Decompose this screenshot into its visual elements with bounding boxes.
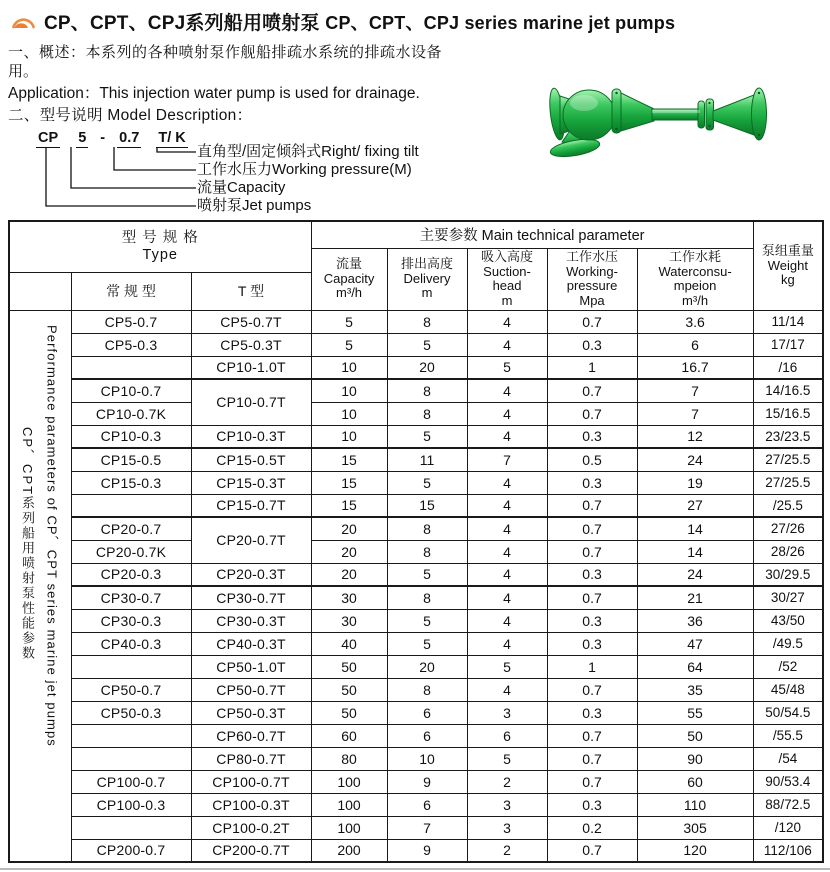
cell-value: 50 [311, 678, 387, 701]
cell-value: 64 [637, 655, 753, 678]
cell-model-t: CP60-0.7T [191, 724, 311, 747]
cell-value: 110 [637, 793, 753, 816]
table-row [9, 586, 823, 609]
cell-weight: /120 [753, 816, 823, 839]
cell-value: 0.3 [547, 609, 637, 632]
pump-photo [548, 84, 774, 162]
cell-value: 0.3 [547, 701, 637, 724]
cell-value: 90 [637, 747, 753, 770]
table-row [9, 816, 823, 839]
table-row [9, 655, 823, 678]
table-row [9, 632, 823, 655]
table-row [9, 310, 823, 333]
model-description-heading: 二、型号说明 Model Description： [8, 107, 253, 124]
cell-value: 50 [637, 724, 753, 747]
cell-value: 8 [387, 402, 467, 425]
cell-model-t: CP50-1.0T [191, 655, 311, 678]
cell-value: 0.2 [547, 816, 637, 839]
cell-value: 0.7 [547, 586, 637, 609]
cell-value: 20 [387, 655, 467, 678]
header-param-col: 工作水压 Working- pressure Mpa [547, 248, 637, 310]
cell-value: 2 [467, 839, 547, 862]
cell-model-t: CP50-0.7T [191, 678, 311, 701]
cell-model-regular: CP30-0.3 [71, 609, 191, 632]
cell-value: 200 [311, 839, 387, 862]
cell-weight: 45/48 [753, 678, 823, 701]
cell-value: 5 [387, 609, 467, 632]
cell-value: 16.7 [637, 356, 753, 379]
cell-value: 4 [467, 494, 547, 517]
cell-model-regular: CP100-0.3 [71, 793, 191, 816]
header-regular-type: 常 规 型 [71, 272, 191, 310]
cell-value: 24 [637, 563, 753, 586]
cell-value: 100 [311, 816, 387, 839]
cell-weight: 43/50 [753, 609, 823, 632]
cell-value: 8 [387, 310, 467, 333]
page-title-en: CP、CPT、CPJ series marine jet pumps [325, 13, 676, 33]
table-row [9, 609, 823, 632]
table-row [9, 563, 823, 586]
cell-value: 0.7 [547, 770, 637, 793]
cell-value: 120 [637, 839, 753, 862]
cell-weight: 14/16.5 [753, 379, 823, 402]
side-label-zh: CP、CPT系列船用喷射泵性能参数 [20, 426, 35, 661]
cell-value: 27 [637, 494, 753, 517]
table-row [9, 333, 823, 356]
cell-model-regular: CP50-0.3 [71, 701, 191, 724]
cell-value: 6 [387, 793, 467, 816]
pump-table-body [9, 310, 823, 862]
cell-value: 14 [637, 540, 753, 563]
cell-model-regular: CP5-0.3 [71, 333, 191, 356]
code-part-type: T/ K [158, 130, 186, 146]
cell-value: 3 [467, 793, 547, 816]
cell-value: 8 [387, 517, 467, 540]
cell-value: 60 [637, 770, 753, 793]
cell-value: 2 [467, 770, 547, 793]
cell-value: 15 [387, 494, 467, 517]
cell-value: 6 [387, 701, 467, 724]
cell-model-t: CP30-0.7T [191, 586, 311, 609]
header-param-col: 吸入高度 Suction- head m [467, 248, 547, 310]
cell-value: 9 [387, 770, 467, 793]
cell-value: 36 [637, 609, 753, 632]
label-capacity: 流量Capacity [197, 179, 286, 196]
cell-value: 305 [637, 816, 753, 839]
table-row [9, 701, 823, 724]
cell-value: 4 [467, 586, 547, 609]
cell-model-regular: CP15-0.3 [71, 471, 191, 494]
cell-model-t: CP100-0.2T [191, 816, 311, 839]
cell-model-regular: CP20-0.7K [71, 540, 191, 563]
cell-model-regular [71, 655, 191, 678]
cell-value: 5 [387, 425, 467, 448]
cell-value: 3 [467, 816, 547, 839]
header-weight: 泵组重量 Weight kg [753, 221, 823, 310]
cell-value: 10 [311, 379, 387, 402]
cell-model-t: CP100-0.7T [191, 770, 311, 793]
table-row [9, 425, 823, 448]
table-row [9, 517, 823, 540]
cell-weight: 50/54.5 [753, 701, 823, 724]
cell-model-regular: CP30-0.7 [71, 586, 191, 609]
cell-value: 5 [311, 310, 387, 333]
cell-value: 0.7 [547, 747, 637, 770]
header-t-type: T 型 [191, 272, 311, 310]
cell-value: 1 [547, 655, 637, 678]
cell-value: 5 [467, 747, 547, 770]
cell-model-t: CP30-0.3T [191, 609, 311, 632]
header-param-col: 排出高度 Delivery m [387, 248, 467, 310]
cell-weight: /52 [753, 655, 823, 678]
cell-model-regular [71, 724, 191, 747]
cell-value: 50 [311, 655, 387, 678]
header-side-spacer [9, 272, 71, 310]
cell-model-t: CP10-1.0T [191, 356, 311, 379]
cell-value: 11 [387, 448, 467, 471]
cell-value: 80 [311, 747, 387, 770]
table-row [9, 448, 823, 471]
page-title [44, 8, 675, 35]
page-title-zh: CP、CPT、CPJ系列船用喷射泵 [44, 13, 320, 34]
cell-model-t: CP80-0.7T [191, 747, 311, 770]
cell-model-t: CP15-0.3T [191, 471, 311, 494]
cell-value: 100 [311, 793, 387, 816]
overview-line-2: 用。 [8, 63, 39, 80]
table-row [9, 402, 823, 425]
cell-value: 4 [467, 310, 547, 333]
cell-value: 15 [311, 448, 387, 471]
table-row [9, 793, 823, 816]
table-row [9, 724, 823, 747]
cell-model-regular: CP20-0.7 [71, 517, 191, 540]
cell-model-regular [71, 494, 191, 517]
cell-weight: 30/27 [753, 586, 823, 609]
cell-value: 0.3 [547, 333, 637, 356]
cell-value: 24 [637, 448, 753, 471]
cell-value: 40 [311, 632, 387, 655]
cell-model-regular: CP50-0.7 [71, 678, 191, 701]
cell-value: 8 [387, 678, 467, 701]
cell-value: 15 [311, 471, 387, 494]
label-right-fixing-tilt: 直角型/固定倾斜式Right/ fixing tilt [197, 143, 419, 160]
cell-value: 5 [311, 333, 387, 356]
overview-line-1: 一、概述：本系列的各种喷射泵作舰船排疏水系统的排疏水设备 [8, 44, 443, 61]
cell-value: 4 [467, 517, 547, 540]
cell-value: 10 [311, 402, 387, 425]
page-bottom-rule [0, 868, 830, 870]
cell-value: 10 [311, 356, 387, 379]
cell-value: 0.7 [547, 379, 637, 402]
cell-value: 60 [311, 724, 387, 747]
cell-value: 14 [637, 517, 753, 540]
cell-value: 4 [467, 678, 547, 701]
cell-model-t: CP5-0.7T [191, 310, 311, 333]
cell-value: 5 [467, 356, 547, 379]
cell-value: 5 [387, 333, 467, 356]
code-part-capacity: 5 [78, 130, 87, 146]
cell-value: 21 [637, 586, 753, 609]
cell-model-regular: CP10-0.7K [71, 402, 191, 425]
cell-model-regular: CP10-0.7 [71, 379, 191, 402]
cell-value: 30 [311, 609, 387, 632]
cell-value: 19 [637, 471, 753, 494]
cell-weight: /16 [753, 356, 823, 379]
cell-value: 50 [311, 701, 387, 724]
cell-model-t: CP5-0.3T [191, 333, 311, 356]
cell-weight: 17/17 [753, 333, 823, 356]
header-row-top [9, 221, 823, 248]
cell-model-regular: CP20-0.3 [71, 563, 191, 586]
cell-value: 0.7 [547, 839, 637, 862]
table-row [9, 494, 823, 517]
cell-weight: 88/72.5 [753, 793, 823, 816]
cell-value: 8 [387, 586, 467, 609]
cell-value: 0.7 [547, 678, 637, 701]
cell-value: 6 [387, 724, 467, 747]
label-working-pressure: 工作水压力Working pressure(M) [197, 161, 412, 178]
cell-value: 6 [467, 724, 547, 747]
cell-model-regular: CP10-0.3 [71, 425, 191, 448]
cell-weight: /55.5 [753, 724, 823, 747]
cell-model-regular [71, 356, 191, 379]
header-param-col: 工作水耗 Waterconsu- mpeion m³/h [637, 248, 753, 310]
cell-value: 7 [467, 448, 547, 471]
table-row [9, 747, 823, 770]
cell-weight: 28/26 [753, 540, 823, 563]
model-code [0, 130, 188, 148]
cell-value: 4 [467, 540, 547, 563]
cell-value: 20 [311, 517, 387, 540]
cell-model-regular: CP100-0.7 [71, 770, 191, 793]
cell-value: 0.3 [547, 563, 637, 586]
cell-value: 0.3 [547, 471, 637, 494]
cell-model-t: CP200-0.7T [191, 839, 311, 862]
cell-value: 0.7 [547, 517, 637, 540]
code-part-pressure: 0.7 [119, 130, 140, 146]
cell-model-regular [71, 747, 191, 770]
cell-weight: 27/25.5 [753, 448, 823, 471]
cell-value: 4 [467, 333, 547, 356]
cell-value: 100 [311, 770, 387, 793]
cell-model-regular: CP40-0.3 [71, 632, 191, 655]
cell-model-t: CP10-0.7T [191, 379, 311, 425]
cell-value: 0.7 [547, 402, 637, 425]
cell-weight: 27/25.5 [753, 471, 823, 494]
header-main-parameter: 主要参数 Main technical parameter [311, 221, 753, 248]
cell-value: 4 [467, 632, 547, 655]
cell-value: 0.7 [547, 540, 637, 563]
cell-value: 8 [387, 379, 467, 402]
table-row [9, 770, 823, 793]
cell-value: 7 [637, 402, 753, 425]
pump-spec-table [8, 220, 824, 863]
cell-model-t: CP20-0.7T [191, 517, 311, 563]
cell-model-t: CP20-0.3T [191, 563, 311, 586]
cell-value: 6 [637, 333, 753, 356]
cell-weight: /54 [753, 747, 823, 770]
table-row [9, 678, 823, 701]
cell-value: 47 [637, 632, 753, 655]
cell-value: 4 [467, 379, 547, 402]
cell-value: 20 [311, 563, 387, 586]
cell-weight: /25.5 [753, 494, 823, 517]
cell-weight: 15/16.5 [753, 402, 823, 425]
code-part-series: CP [38, 130, 59, 146]
cell-value: 7 [637, 379, 753, 402]
side-label-en: Performance parameters of CP、CPT series marine jet pumps [44, 324, 60, 747]
cell-value: 5 [387, 632, 467, 655]
cell-value: 4 [467, 402, 547, 425]
cell-value: 20 [387, 356, 467, 379]
cell-value: 0.3 [547, 425, 637, 448]
cell-value: 3 [467, 701, 547, 724]
cell-model-t: CP50-0.3T [191, 701, 311, 724]
cell-value: 8 [387, 540, 467, 563]
cell-value: 5 [387, 471, 467, 494]
cell-weight: 112/106 [753, 839, 823, 862]
cell-value: 3.6 [637, 310, 753, 333]
cell-value: 20 [311, 540, 387, 563]
cell-value: 4 [467, 425, 547, 448]
cell-value: 0.3 [547, 793, 637, 816]
cell-value: 30 [311, 586, 387, 609]
cell-value: 0.7 [547, 310, 637, 333]
cell-value: 5 [467, 655, 547, 678]
cell-value: 9 [387, 839, 467, 862]
cell-model-t: CP100-0.3T [191, 793, 311, 816]
code-part-dash: - [100, 130, 106, 146]
cell-value: 7 [387, 816, 467, 839]
cell-value: 0.7 [547, 494, 637, 517]
cell-value: 1 [547, 356, 637, 379]
cell-model-t: CP15-0.7T [191, 494, 311, 517]
cell-value: 55 [637, 701, 753, 724]
application-text: Application：This injection water pump is used for drainage. [8, 85, 420, 102]
cell-value: 4 [467, 471, 547, 494]
table-row [9, 540, 823, 563]
cell-weight: 23/23.5 [753, 425, 823, 448]
cell-value: 0.7 [547, 724, 637, 747]
cell-value: 4 [467, 609, 547, 632]
cell-weight: /49.5 [753, 632, 823, 655]
cell-value: 4 [467, 563, 547, 586]
cell-model-t: CP10-0.3T [191, 425, 311, 448]
brand-arc-icon [10, 12, 37, 32]
side-label-cell [9, 310, 71, 862]
cell-model-regular [71, 816, 191, 839]
table-row [9, 356, 823, 379]
cell-value: 10 [387, 747, 467, 770]
cell-value: 15 [311, 494, 387, 517]
cell-value: 0.3 [547, 632, 637, 655]
table-row [9, 839, 823, 862]
cell-model-t: CP15-0.5T [191, 448, 311, 471]
cell-value: 35 [637, 678, 753, 701]
cell-value: 12 [637, 425, 753, 448]
model-code-diagram [0, 128, 560, 222]
table-row [9, 471, 823, 494]
model-code-labels [197, 143, 419, 215]
header-type: 型 号 规 格 Type [9, 221, 311, 272]
cell-model-regular: CP15-0.5 [71, 448, 191, 471]
header-param-col: 流量 Capacity m³/h [311, 248, 387, 310]
cell-model-t: CP40-0.3T [191, 632, 311, 655]
cell-weight: 90/53.4 [753, 770, 823, 793]
cell-model-regular: CP5-0.7 [71, 310, 191, 333]
cell-value: 5 [387, 563, 467, 586]
label-jet-pumps: 喷射泵Jet pumps [197, 197, 312, 214]
cell-value: 0.5 [547, 448, 637, 471]
cell-model-regular: CP200-0.7 [71, 839, 191, 862]
cell-weight: 27/26 [753, 517, 823, 540]
page-header [10, 8, 675, 35]
cell-weight: 11/14 [753, 310, 823, 333]
table-row [9, 379, 823, 402]
cell-value: 10 [311, 425, 387, 448]
cell-weight: 30/29.5 [753, 563, 823, 586]
